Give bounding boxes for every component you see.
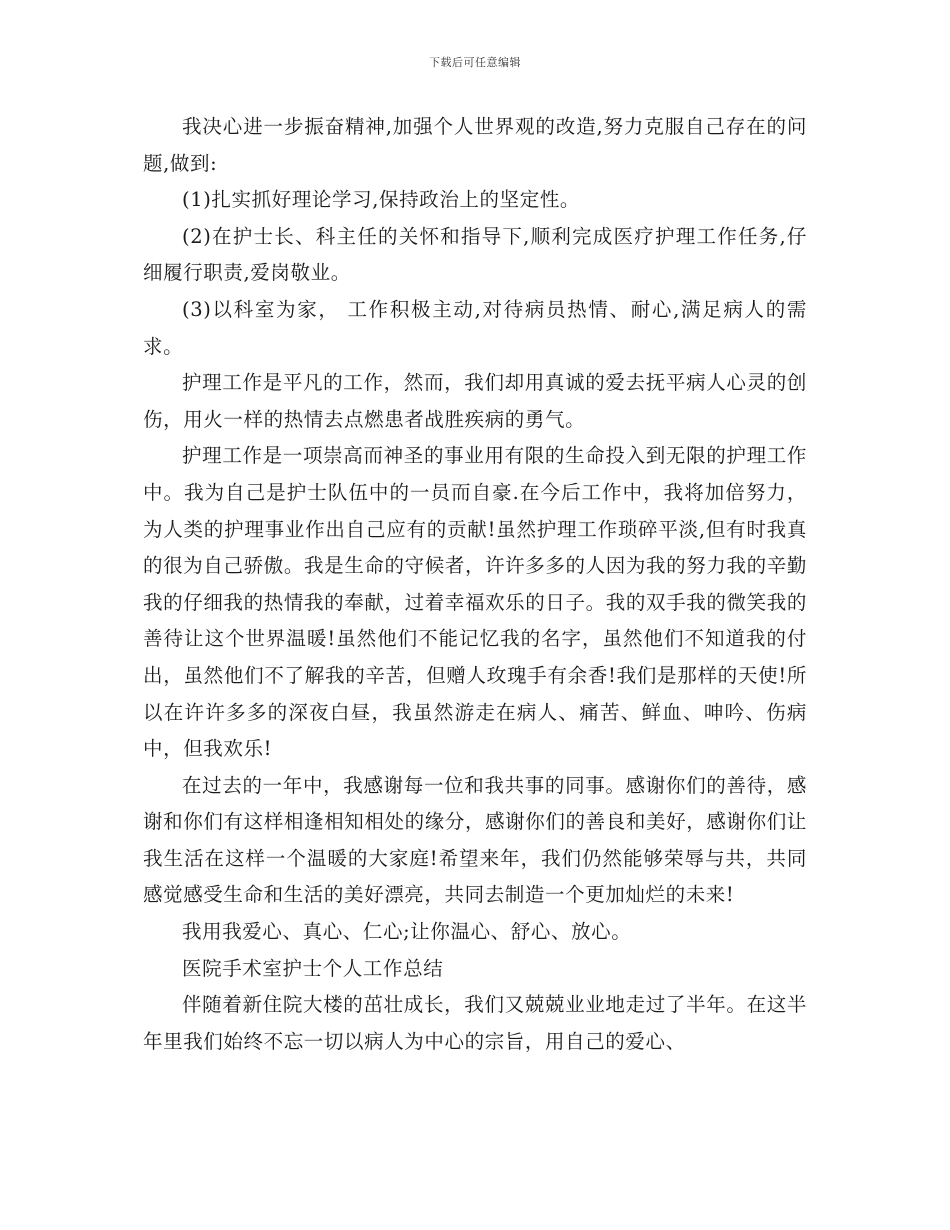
paragraph: 在过去的一年中，我感谢每一位和我共事的同事。感谢你们的善待，感谢和你们有这样相逢相知相处的缘分，感谢你们的善良和美好，感谢你们让我生活在这样一个温暖的大家庭!希望来年，我们仍然能够荣辱与共，共同感觉感受生命和生活的美好漂亮，共同去制造一个更加灿烂的未来! (143, 773, 807, 907)
paragraph: 我用我爱心、真心、仁心;让你温心、舒心、放心。 (182, 920, 632, 944)
paragraph: 护理工作是一项崇高而神圣的事业用有限的生命投入到无限的护理工作中。我为自己是护士队伍中的一员而自豪.在今后工作中，我将加倍努力，为人类的护理事业作出自己应有的贡献!虽然护理工作琐碎平淡,但有时我真的很为自己骄傲。我是生命的守候者，许许多多的人因为我的努力我的辛勤我的仔细我的热情我的奉献，过着幸福欢乐的日子。我的双手我的微笑我的善待让这个世界温暖!虽然他们不能记忆我的名字，虽然他们不知道我的付出，虽然他们不了解我的辛苦，但赠人玫瑰手有余香!我们是那样的天使!所以在许许多多的深夜白昼，我虽然游走在病人、痛苦、鲜血、呻吟、伤病中，但我欢乐! (143, 444, 807, 761)
section-title: 医院手术室护士个人工作总结 (182, 956, 444, 980)
paragraph: 伴随着新住院大楼的茁壮成长，我们又兢兢业业地走过了半年。在这半年里我们始终不忘一切以病人为中心的宗旨，用自己的爱心、 (143, 993, 807, 1053)
document-body (143, 109, 807, 1060)
paragraph: 我决心进一步振奋精神,加强个人世界观的改造,努力克服自己存在的问题,做到: (143, 115, 807, 175)
paragraph: (2)在护士长、科主任的关怀和指导下,顺利完成医疗护理工作任务,仔细履行职责,爱岗敬业。 (143, 224, 807, 285)
header-note: 下载后可任意编辑 (429, 56, 521, 69)
paragraph: 护理工作是平凡的工作，然而，我们却用真诚的爱去抚平病人心灵的创伤，用火一样的热情去点燃患者战胜疾病的勇气。 (143, 371, 807, 431)
paragraph: (3)以科室为家， 工作积极主动,对待病员热情、耐心,满足病人的需求。 (143, 297, 807, 358)
paragraph: (1)扎实抓好理论学习,保持政治上的坚定性。 (182, 188, 581, 212)
